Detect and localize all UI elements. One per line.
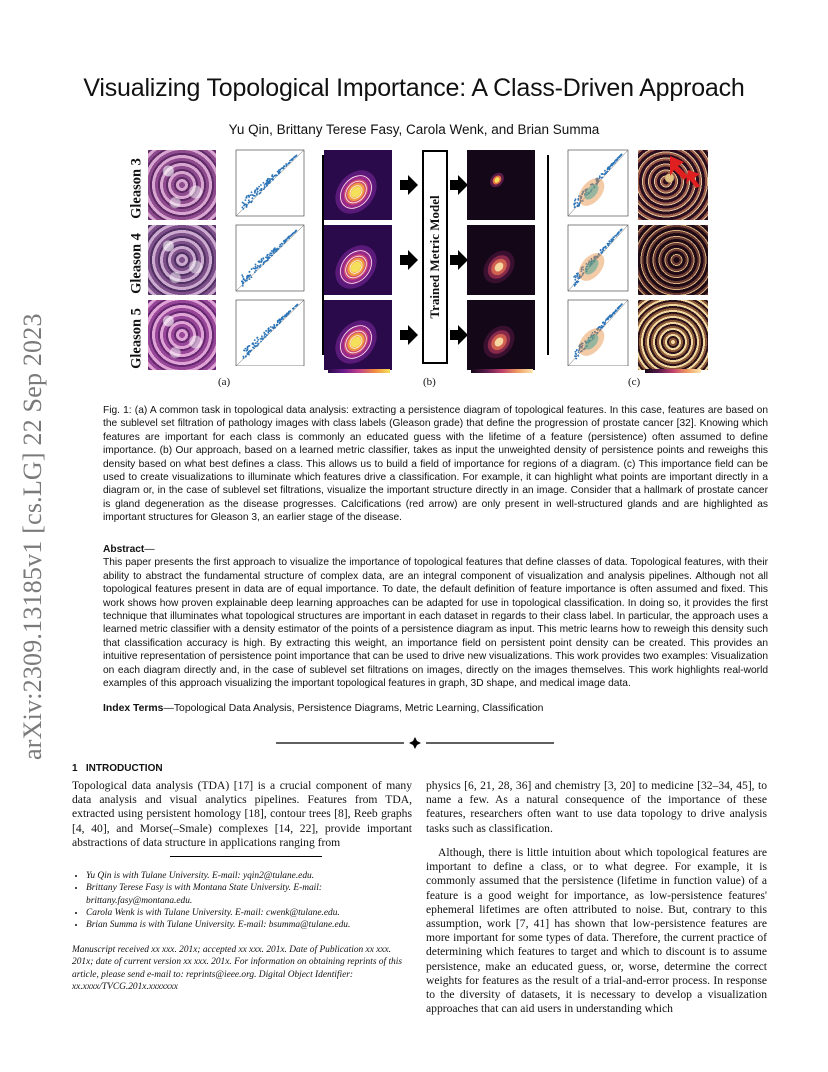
trained-metric-model-box xyxy=(422,150,448,364)
red-arrow-icon xyxy=(664,152,704,192)
row-label-gleason-4: Gleason 4 xyxy=(128,233,145,294)
figure-caption: Fig. 1: (a) A common task in topological data analysis: extracting a persistence diagram of topological features. In this case, features are based on the sublevel set filtration of pathology images with class labels (Gleason grade) that define the progression of prostate cancer [32]. Knowing which features are important for each class is commonly an educated guess with the lifetime of a feature (persistence) often assumed to define importance. (b) Our approach, based on a learned metric classifier, takes as input the unweighted density of persistence points and reweighs this density based on what best defines a class. This allows us to build a field of importance for regions of a diagram. (c) This importance field can be used to create visualizations to illuminate which features drive a classification. For example, it can highlight what points are important directly in a diagram or, in the case of sublevel set filtrations, visualize the important structure directly in an image. Consider that a hallmark of prostate cancer is gland degeneration as the disease progresses. Calcifications (red arrow) are only present in well-structured glands and are highlighted as important structures for Gleason 3, an earlier stage of the disease. xyxy=(103,405,768,524)
persistence-diagrams-a xyxy=(228,148,308,366)
index-terms-body: Topological Data Analysis, Persistence Diagrams, Metric Learning, Classification xyxy=(173,703,544,714)
pathology-image-gleason-4 xyxy=(148,225,216,295)
paper-title: Visualizing Topological Importance: A Class-Driven Approach xyxy=(83,74,745,102)
diamond-icon xyxy=(409,737,421,749)
density-map xyxy=(324,150,392,222)
colorbar-importance xyxy=(471,369,533,373)
persistence-diagram xyxy=(568,300,628,366)
sublabel-a: (a) xyxy=(218,376,231,388)
persistence-diagram xyxy=(236,300,304,366)
arrows-in xyxy=(397,150,421,370)
density-map xyxy=(467,300,535,370)
abstract-heading: Abstract xyxy=(103,544,145,555)
right-arrow-icon xyxy=(400,250,418,270)
importance-fields xyxy=(465,150,537,372)
pathology-image-gleason-5 xyxy=(148,300,216,370)
manuscript-note: Manuscript received xx xxx. 201x; accepted xx xxx. 201x. Date of Publication xx xxx. 201x; date of current version xx xxx. 201x. For information on obtaining reprints of this article, please send e-mail to: reprints@ieee.org. Digital Object Identifier: xx.xxxx/TVCG.201x.xxxxxxx xyxy=(72,945,402,992)
footnote-item: • Carola Wenk is with Tulane University. E-mail: cwenk@tulane.edu. xyxy=(86,907,402,919)
intro-left-col: Topological data analysis (TDA) [17] is a crucial component of many data analysis and visual analytics pipelines. Features from TDA, extracted using persistent homology [18], contour trees [8], Reeb graphs [4, 40], and Morse(–Smale) complexes [14, 22], provide important abstractions of data structure in applications ranging from xyxy=(72,779,412,849)
pathology-image-gleason-3 xyxy=(148,150,216,220)
density-map xyxy=(324,300,392,372)
section-separator xyxy=(276,737,554,749)
persistence-diagram xyxy=(236,225,304,291)
author-list: Yu Qin, Brittany Terese Fasy, Carola Wenk, and Brian Summa xyxy=(228,122,600,137)
abstract-body: This paper presents the first approach to visualize the importance of topological features that define classes of data. Topological features, with their ability to abstract the fundamental structure of complex data, are an integral component of visualization and analysis pipelines. Although not all topological features present in data are of equal importance. To date, the default definition of feature importance is often assumed and fixed. This work shows how proven explainable deep learning approaches can be adapted for use in topological classification. In doing so, it provides the first technique that illuminates what topological structures are important in each dataset in regards to their class label. In particular, the approach uses a learned metric classifier with a density estimator of the points of a persistence diagram as input. This metric learns how to reweigh this density such that classification accuracy is high. By extracting this weight, an importance field on persistent point density can be created. This provides an intuitive representation of persistence point importance that can be used to drive new visualizations. This work provides two examples: Visualization on each diagram directly and, in the case of sublevel set filtrations on images, directly on the images themselves. This work highlights real-world examples of this approach visualizing the important topological features in graph, 3D shape, and medical image data. xyxy=(103,557,768,690)
density-maps xyxy=(322,150,394,372)
arxiv-stamp: arXiv:2309.13185v1 [cs.LG] 22 Sep 2023 xyxy=(18,313,47,760)
intro-right-col-p1: physics [6, 21, 28, 36] and chemistry [3, 20] to medicine [32–34, 45], to name a few. As a natural consequence of the importance of these features, researchers often want to use data topology to drive analysis tasks such as classification. xyxy=(426,779,767,835)
author-footnotes xyxy=(72,870,402,931)
section-title: INTRODUCTION xyxy=(85,763,163,774)
weighted-diagrams-c xyxy=(560,148,632,366)
footnote-item: • Brian Summa is with Tulane University. E-mail: bsumma@tulane.edu. xyxy=(86,919,402,931)
section-heading xyxy=(72,763,163,774)
row-label-gleason-5: Gleason 5 xyxy=(128,308,145,369)
footnote-item: • Brittany Terese Fasy is with Montana State University. E-mail: brittany.fasy@montana.edu. xyxy=(86,882,402,907)
section-number: 1 xyxy=(72,763,78,774)
trained-metric-model-label: Trained Metric Model xyxy=(427,195,442,319)
persistence-diagram xyxy=(568,150,628,216)
sublabel-c: (c) xyxy=(628,376,641,388)
intro-right-col-p2: Although, there is little intuition about which topological features are important to define a class, or to what degree. For example, it is commonly assumed that the persistence (lifetime in function value) of a feature is a good weight for importance, as low-persistence features' ephemeral lifetimes are often attributed to noise. But, contrary to this assumption, work [7, 41] has shown that low-persistence features are more important for some types of data. Therefore, the current practice of determining which features to target and which to discount is to assume persistence, make an educated guess, or, worse, determine the correct weights for features as the result of a trial-and-error process. In response to the diversity of datasets, it is necessary to develop a visualization approaches that can aid users in understanding which xyxy=(426,846,767,1016)
density-map xyxy=(467,150,535,220)
abstract: Abstract— This paper presents the first approach to visualize the importance of topological features that define classes of data. Topological features, with their ability to abstract the fundamental structure of complex data, are an integral component of visualization and analysis pipelines. Although not all topological features present in data are of equal importance. To date, the default definition of feature importance is often assumed and fixed. This work shows how proven explainable deep learning approaches can be adapted for use in topological classification. In doing so, it provides the first technique that illuminates what topological structures are important in each dataset in regards to their class label. In particular, the approach uses a learned metric classifier with a density estimator of the points of a persistence diagram as input. This metric learns how to reweigh this density such that classification accuracy is high. By extracting this weight, an importance field on persistent point density can be created. This provides an intuitive representation of persistence point importance that can be used to drive new visualizations. This work provides two examples: Visualization on each diagram directly and, in the case of sublevel set filtrations on images, directly on the images themselves. This work highlights real-world examples of this approach visualizing the important topological features in graph, 3D shape, and medical image data. xyxy=(103,544,768,690)
colorbar-density xyxy=(328,369,390,373)
index-terms-heading: Index Terms xyxy=(103,703,164,714)
right-arrow-icon xyxy=(400,325,418,345)
footnote-item: • Yu Qin is with Tulane University. E-mail: yqin2@tulane.edu. xyxy=(86,870,402,882)
density-map xyxy=(467,225,535,295)
persistence-diagram xyxy=(568,225,628,291)
row-label-gleason-3: Gleason 3 xyxy=(128,158,145,219)
footnote-rule xyxy=(170,856,322,857)
importance-images-c xyxy=(638,150,708,372)
index-terms: Index Terms—Topological Data Analysis, Persistence Diagrams, Metric Learning, Classification xyxy=(103,703,544,714)
sublabel-b: (b) xyxy=(423,376,436,388)
density-map xyxy=(324,225,392,297)
colorbar-image xyxy=(645,369,701,373)
right-arrow-icon xyxy=(400,175,418,195)
persistence-diagram xyxy=(236,150,304,216)
